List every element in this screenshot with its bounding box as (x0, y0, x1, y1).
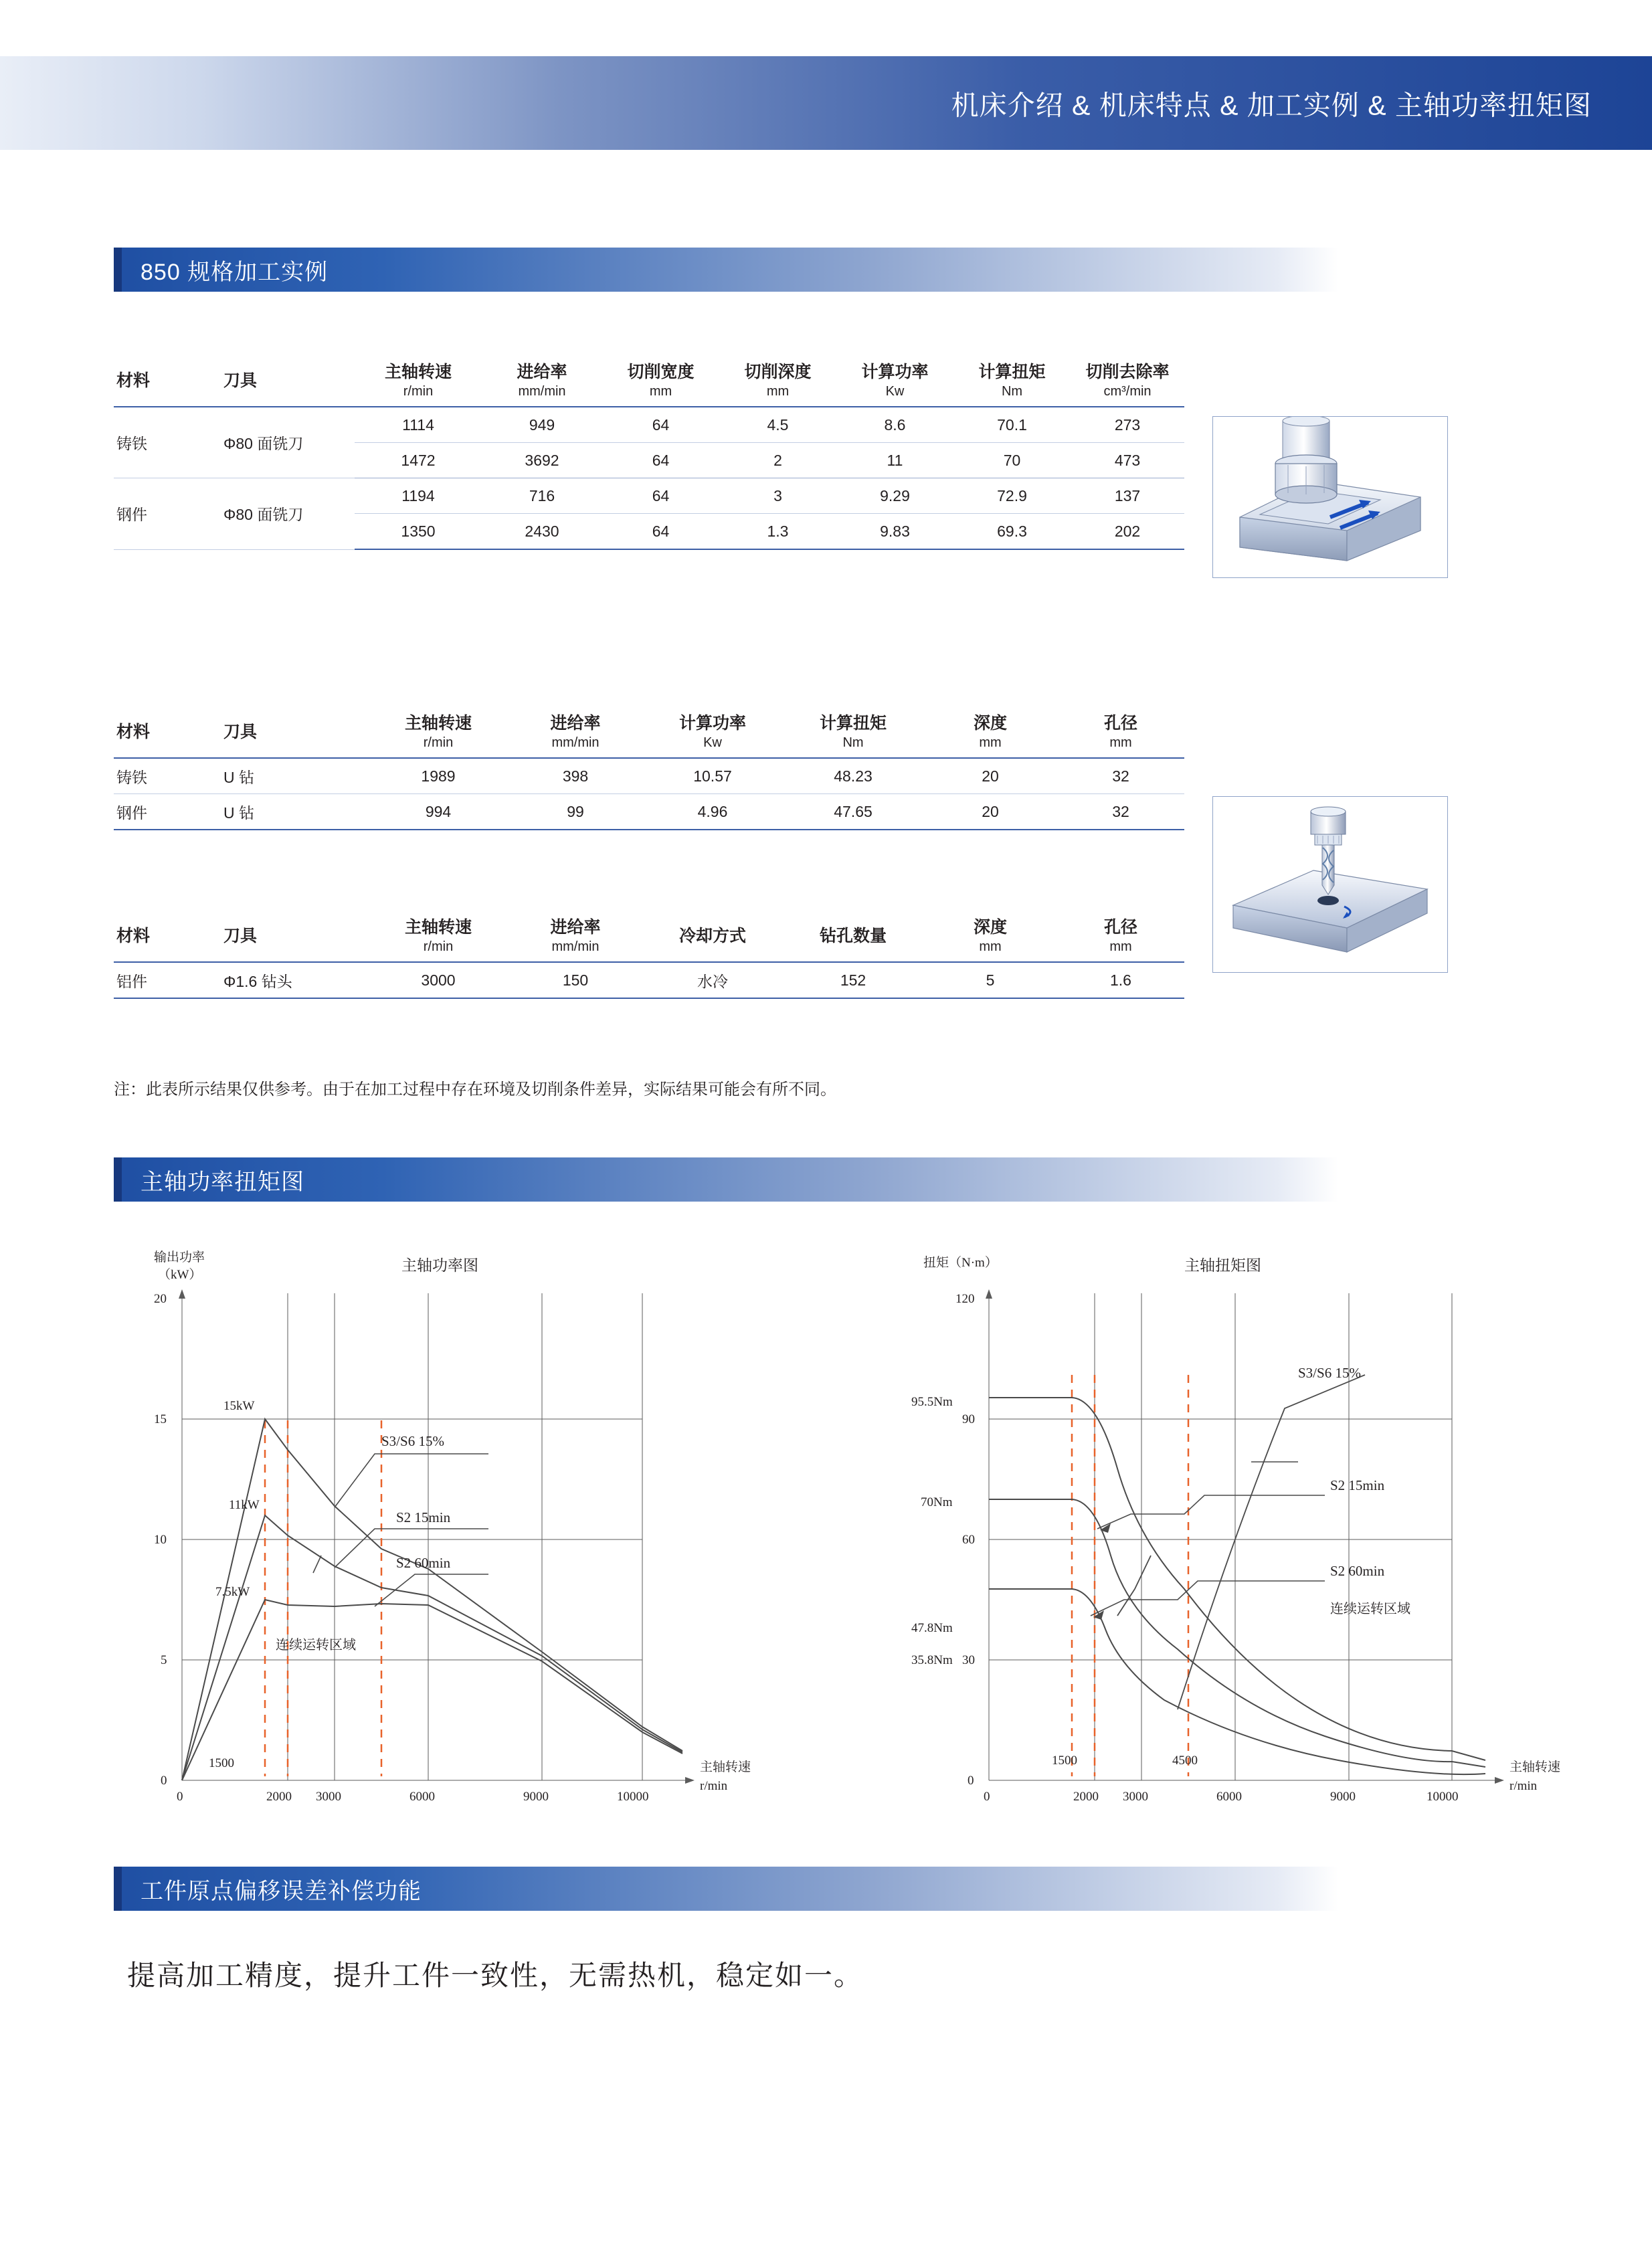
cell-tool: Φ1.6 钻头 (221, 962, 368, 998)
svg-text:20: 20 (154, 1292, 167, 1306)
cell-torque: 69.3 (953, 514, 1071, 550)
power-chart-markers (265, 1420, 381, 1776)
milling-examples-table (114, 355, 1184, 550)
svg-text:3000: 3000 (1123, 1790, 1148, 1803)
svg-text:（kW）: （kW） (158, 1268, 202, 1282)
svg-text:连续运转区域: 连续运转区域 (1330, 1602, 1410, 1616)
svg-text:1500: 1500 (209, 1756, 234, 1770)
cell-power: 11 (836, 443, 953, 478)
cell-feed-rate: 398 (509, 758, 642, 794)
col-tool: 刀具 (221, 910, 368, 962)
cell-spindle-speed: 1989 (368, 758, 509, 794)
col-material: 材料 (114, 706, 221, 758)
table-header-row (114, 910, 1184, 962)
svg-text:1500: 1500 (1052, 1754, 1077, 1768)
cell-power: 9.83 (836, 514, 953, 550)
svg-text:S2 60min: S2 60min (396, 1555, 451, 1571)
svg-text:0: 0 (984, 1790, 990, 1803)
cell-cooling: 水冷 (642, 962, 783, 998)
cell-tool: Φ80 面铣刀 (221, 478, 355, 550)
col-hole-dia: 孔径 mm (1057, 910, 1184, 962)
col-removal-rate: 切削去除率 cm³/min (1071, 355, 1184, 407)
cell-spindle-speed: 994 (368, 794, 509, 830)
col-material: 材料 (114, 355, 221, 407)
torque-chart-ylabel: 扭矩（N·m） (923, 1256, 998, 1270)
svg-text:10: 10 (154, 1533, 167, 1547)
cell-spindle-speed: 1472 (355, 443, 482, 478)
drilling-illustration (1212, 796, 1448, 973)
table-row (114, 758, 1184, 794)
cell-hole-count: 152 (783, 962, 923, 998)
table-row (114, 962, 1184, 998)
cell-material: 铝件 (114, 962, 221, 998)
cell-feed-rate: 716 (482, 478, 602, 514)
cell-power: 9.29 (836, 478, 953, 514)
cell-feed-rate: 3692 (482, 443, 602, 478)
svg-text:4500: 4500 (1172, 1754, 1198, 1768)
header-banner (0, 56, 1652, 150)
svg-text:95.5Nm: 95.5Nm (911, 1395, 953, 1409)
cell-cut-depth: 4.5 (719, 407, 836, 443)
torque-chart-markers (1072, 1375, 1188, 1776)
col-tool: 刀具 (221, 706, 368, 758)
cell-depth: 5 (923, 962, 1057, 998)
udrill-examples-table (114, 706, 1184, 830)
col-torque: 计算扭矩 Nm (783, 706, 923, 758)
svg-text:S2 15min: S2 15min (1330, 1477, 1385, 1493)
cell-removal-rate: 473 (1071, 443, 1184, 478)
svg-text:7.5kW: 7.5kW (215, 1585, 250, 1599)
svg-text:9000: 9000 (523, 1790, 549, 1803)
cell-feed-rate: 949 (482, 407, 602, 443)
cell-spindle-speed: 1194 (355, 478, 482, 514)
cell-torque: 70.1 (953, 407, 1071, 443)
power-chart-title: 主轴功率图 (401, 1257, 478, 1274)
svg-text:S2 60min: S2 60min (1330, 1563, 1385, 1579)
cell-material: 铸铁 (114, 758, 221, 794)
cell-cut-width: 64 (602, 407, 719, 443)
svg-text:r/min: r/min (700, 1779, 728, 1793)
cell-power: 4.96 (642, 794, 783, 830)
col-power: 计算功率 Kw (642, 706, 783, 758)
svg-text:0: 0 (177, 1790, 183, 1803)
cell-spindle-speed: 3000 (368, 962, 509, 998)
cell-material: 钢件 (114, 478, 221, 550)
table-row (114, 794, 1184, 830)
col-hole-dia: 孔径 mm (1057, 706, 1184, 758)
svg-text:5: 5 (161, 1653, 167, 1667)
svg-text:15: 15 (154, 1412, 167, 1426)
svg-text:10000: 10000 (617, 1790, 649, 1803)
col-material: 材料 (114, 910, 221, 962)
svg-text:S3/S6 15%: S3/S6 15% (1298, 1365, 1361, 1381)
cell-depth: 20 (923, 794, 1057, 830)
cell-removal-rate: 137 (1071, 478, 1184, 514)
section-heading-examples-label: 850 规格加工实例 (141, 259, 329, 285)
svg-text:6000: 6000 (409, 1790, 435, 1803)
col-spindle-speed: 主轴转速 r/min (368, 910, 509, 962)
svg-text:3000: 3000 (316, 1790, 341, 1803)
section-heading-power-torque (114, 1157, 1338, 1202)
cell-power: 10.57 (642, 758, 783, 794)
cell-tool: U 钻 (221, 794, 368, 830)
table-row (114, 478, 1184, 514)
col-feed-rate: 进给率 mm/min (509, 706, 642, 758)
cell-removal-rate: 202 (1071, 514, 1184, 550)
cell-cut-width: 64 (602, 443, 719, 478)
svg-text:S3/S6 15%: S3/S6 15% (381, 1433, 444, 1449)
col-depth: 深度 mm (923, 706, 1057, 758)
page-title: 机床介绍 & 机床特点 & 加工实例 & 主轴功率扭矩图 (951, 90, 1592, 121)
table-header-row (114, 706, 1184, 758)
col-cut-depth: 切削深度 mm (719, 355, 836, 407)
table-header-row (114, 355, 1184, 407)
col-cut-width: 切削宽度 mm (602, 355, 719, 407)
svg-text:9000: 9000 (1330, 1790, 1356, 1803)
svg-text:70Nm: 70Nm (921, 1495, 953, 1509)
cell-tool: Φ80 面铣刀 (221, 407, 355, 478)
cell-feed-rate: 99 (509, 794, 642, 830)
aluminum-examples-table (114, 910, 1184, 999)
cell-cut-width: 64 (602, 514, 719, 550)
spindle-torque-chart (897, 1241, 1599, 1803)
spindle-power-chart (134, 1241, 803, 1803)
col-power: 计算功率 Kw (836, 355, 953, 407)
section-accent-bar (114, 1867, 122, 1911)
cell-torque: 48.23 (783, 758, 923, 794)
svg-text:15kW: 15kW (223, 1399, 255, 1413)
cell-torque: 47.65 (783, 794, 923, 830)
svg-text:0: 0 (161, 1774, 167, 1788)
cell-depth: 20 (923, 758, 1057, 794)
section-heading-power-torque-label: 主轴功率扭矩图 (141, 1169, 304, 1195)
col-spindle-speed: 主轴转速 r/min (355, 355, 482, 407)
svg-text:35.8Nm: 35.8Nm (911, 1653, 953, 1667)
svg-text:S2 15min: S2 15min (396, 1509, 451, 1525)
svg-text:主轴转速: 主轴转速 (1509, 1760, 1561, 1774)
col-spindle-speed: 主轴转速 r/min (368, 706, 509, 758)
cell-power: 8.6 (836, 407, 953, 443)
power-chart-ylabel: 输出功率 (154, 1250, 205, 1264)
col-tool: 刀具 (221, 355, 355, 407)
cell-material: 钢件 (114, 794, 221, 830)
svg-text:2000: 2000 (266, 1790, 292, 1803)
table-row (114, 407, 1184, 443)
cell-hole-dia: 32 (1057, 794, 1184, 830)
cell-feed-rate: 150 (509, 962, 642, 998)
cell-torque: 70 (953, 443, 1071, 478)
col-feed-rate: 进给率 mm/min (509, 910, 642, 962)
cell-feed-rate: 2430 (482, 514, 602, 550)
torque-chart-title: 主轴扭矩图 (1184, 1257, 1261, 1274)
svg-text:r/min: r/min (1509, 1779, 1538, 1793)
section-accent-bar (114, 248, 122, 292)
cell-torque: 72.9 (953, 478, 1071, 514)
svg-text:47.8Nm: 47.8Nm (911, 1621, 953, 1635)
section-heading-examples (114, 248, 1338, 292)
col-cooling: 冷却方式 (642, 910, 783, 962)
col-feed-rate: 进给率 mm/min (482, 355, 602, 407)
col-depth: 深度 mm (923, 910, 1057, 962)
face-milling-illustration (1212, 416, 1448, 578)
section-heading-origin-offset-label: 工件原点偏移误差补偿功能 (141, 1878, 422, 1904)
table-note: 注：此表所示结果仅供参考。由于在加工过程中存在环境及切削条件差异，实际结果可能会有所不同。 (114, 1081, 836, 1099)
cell-material: 铸铁 (114, 407, 221, 478)
cell-hole-dia: 1.6 (1057, 962, 1184, 998)
section-heading-origin-offset (114, 1867, 1338, 1911)
svg-text:60: 60 (962, 1533, 975, 1547)
section-accent-bar (114, 1157, 122, 1202)
cell-cut-depth: 3 (719, 478, 836, 514)
svg-text:连续运转区域: 连续运转区域 (276, 1638, 356, 1653)
origin-offset-description: 提高加工精度，提升工件一致性，无需热机，稳定如一。 (127, 1960, 864, 1991)
col-hole-count: 钻孔数量 (783, 910, 923, 962)
svg-text:2000: 2000 (1073, 1790, 1099, 1803)
svg-text:11kW: 11kW (229, 1498, 260, 1512)
svg-text:0: 0 (968, 1774, 974, 1788)
cell-cut-depth: 1.3 (719, 514, 836, 550)
cell-hole-dia: 32 (1057, 758, 1184, 794)
svg-text:主轴转速: 主轴转速 (700, 1760, 751, 1774)
cell-cut-width: 64 (602, 478, 719, 514)
svg-text:90: 90 (962, 1412, 975, 1426)
svg-text:10000: 10000 (1427, 1790, 1459, 1803)
cell-tool: U 钻 (221, 758, 368, 794)
cell-spindle-speed: 1114 (355, 407, 482, 443)
cell-cut-depth: 2 (719, 443, 836, 478)
cell-removal-rate: 273 (1071, 407, 1184, 443)
col-torque: 计算扭矩 Nm (953, 355, 1071, 407)
svg-text:120: 120 (955, 1292, 975, 1306)
cell-spindle-speed: 1350 (355, 514, 482, 550)
svg-text:30: 30 (962, 1653, 975, 1667)
svg-text:6000: 6000 (1216, 1790, 1242, 1803)
